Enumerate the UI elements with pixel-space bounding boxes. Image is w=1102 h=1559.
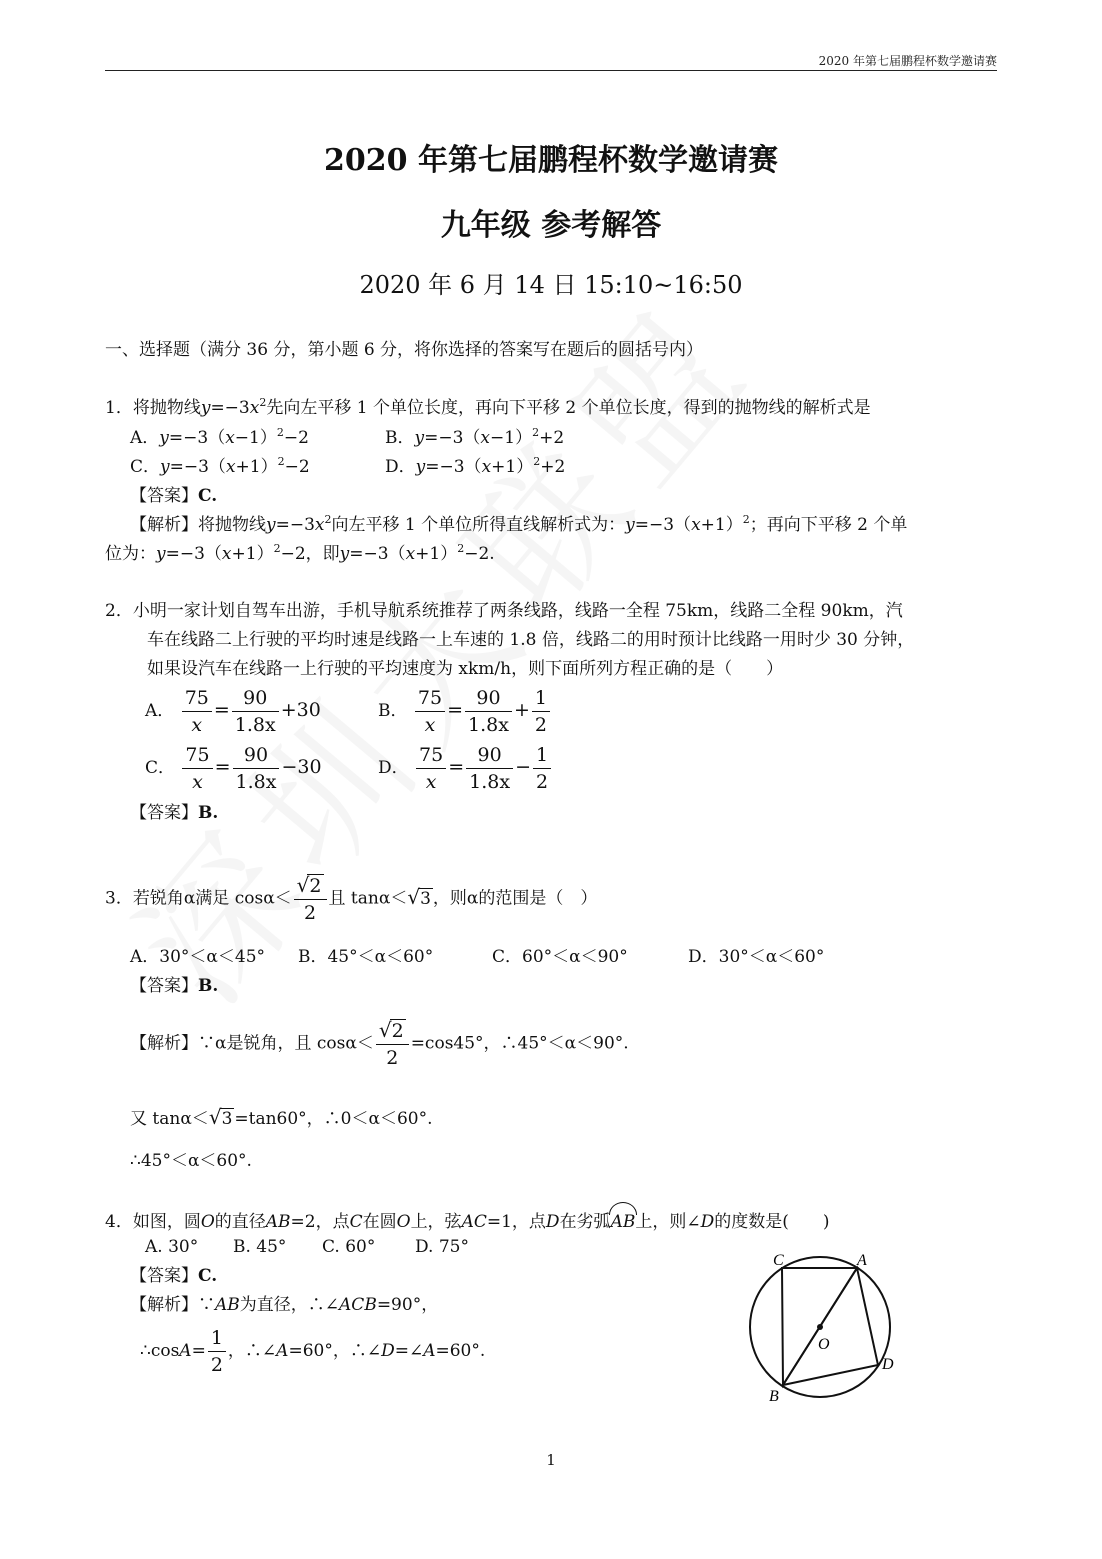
page-header: 2020 年第七届鹏程杯数学邀请赛 [818,54,997,68]
q2-option-d: D． $\frac{75}{x}$ = $\frac{90}{1.8x}$ − $\frac{1}{2}$ [378,742,553,795]
q1-option-b: B．$y=-3(x-1)^2+2$ [385,426,565,448]
q3-option-c: C．60°＜α＜90° [492,947,628,967]
q2-option-a: A． $\frac{75}{x}$ = $\frac{90}{1.8x}$ +30 [145,687,321,736]
label-b: B [769,1388,779,1405]
q2-stem-line3: 如果设汽车在线路一上行驶的平均速度为 xkm/h，则下面所列方程正确的是（ ） [147,659,784,679]
page-number: 1 [546,1451,556,1469]
q1-explanation-cont: 位为：$y=-3(x+1)^2-2$，即$y=-3(x+1)^2-2$. [105,542,495,564]
q4-option-b: B. 45° [233,1237,287,1257]
main-title: 2020 年第七届鹏程杯数学邀请赛 [324,143,778,178]
q3-explanation: 【解析】∵α是锐角，且 cosα＜ $\frac{√2}{2}$ =cos45°，∴45°＜α＜90°. [130,1018,629,1069]
q3-option-a: A．30°＜α＜45° [130,947,266,967]
q1-option-c: C．$y=-3(x+1)^2-2$ [130,455,310,477]
section-heading: 一、选择题（满分 36 分，第小题 6 分，将你选择的答案写在题后的圆括号内） [105,340,704,360]
q3-stem: 3．若锐角α满足 cosα＜ $\frac{√2}{2}$ 且 tanα＜√3 ，则α的范围是（ ） [105,873,598,924]
q1-stem: 1．将抛物线$y=-3x^2$先向左平移 1 个单位长度，再向下平移 2 个单位长度，得到的抛物线的解析式是 [105,396,871,418]
q4-option-c: C. 60° [322,1237,376,1257]
q3-explanation-2: 又 tanα＜√3 =tan60°，∴0＜α＜60°. [130,1105,433,1129]
label-a: A [857,1252,867,1269]
circle-figure [735,1245,905,1410]
label-o: O [818,1336,830,1353]
q2-option-b: B． $\frac{75}{x}$ = $\frac{90}{1.8x}$ + $\frac{1}{2}$ [378,685,552,738]
q4-explanation-2: ∴cosA= $\frac{1}{2}$ ，∴∠A=60°，∴∠D=∠A=60°. [140,1327,486,1376]
q4-answer: 【答案】C. [130,1266,218,1286]
q3-option-d: D．30°＜α＜60° [688,947,825,967]
q2-option-c: C． $\frac{75}{x}$ = $\frac{90}{1.8x}$ −30 [145,744,322,793]
q3-explanation-3: ∴45°＜α＜60°. [130,1151,252,1171]
q4-stem: 4．如图，圆O的直径AB=2，点C在圆O上，弦AC=1，点D在劣弧AB上，则∠D的度数是( ) [105,1208,830,1232]
q4-option-d: D. 75° [415,1237,469,1257]
sub-title: 九年级 参考解答 [440,208,662,243]
exam-date: 2020 年 6 月 14 日 15:10~16:50 [359,271,743,299]
label-c: C [773,1252,784,1269]
label-d: D [882,1356,894,1373]
q1-explanation: 【解析】将抛物线$y=-3x^2$向左平移 1 个单位所得直线解析式为：$y=-3(x+1)^2$；再向下平移 2 个单 [130,513,908,535]
triangle-abd [783,1268,878,1385]
q1-answer: 【答案】C. [130,486,218,506]
center-point [817,1324,823,1330]
q3-answer: 【答案】B. [130,976,219,996]
q3-option-b: B．45°＜α＜60° [298,947,434,967]
q4-explanation: 【解析】∵AB为直径，∴∠ACB=90°， [130,1295,439,1315]
q2-answer: 【答案】B. [130,803,219,823]
q4-option-a: A. 30° [145,1237,199,1257]
q2-stem-line1: 2．小明一家计划自驾车出游，手机导航系统推荐了两条线路，线路一全程 75km，线路二全程 90km，汽 [105,601,903,621]
q1-option-d: D．$y=-3(x+1)^2+2$ [385,455,566,477]
q1-option-a: A．$y=-3(x-1)^2-2$ [130,426,309,448]
q2-stem-line2: 车在线路二上行驶的平均时速是线路一上车速的 1.8 倍，线路二的用时预计比线路一用时少 30 分钟， [147,630,915,650]
header-rule [105,70,997,71]
